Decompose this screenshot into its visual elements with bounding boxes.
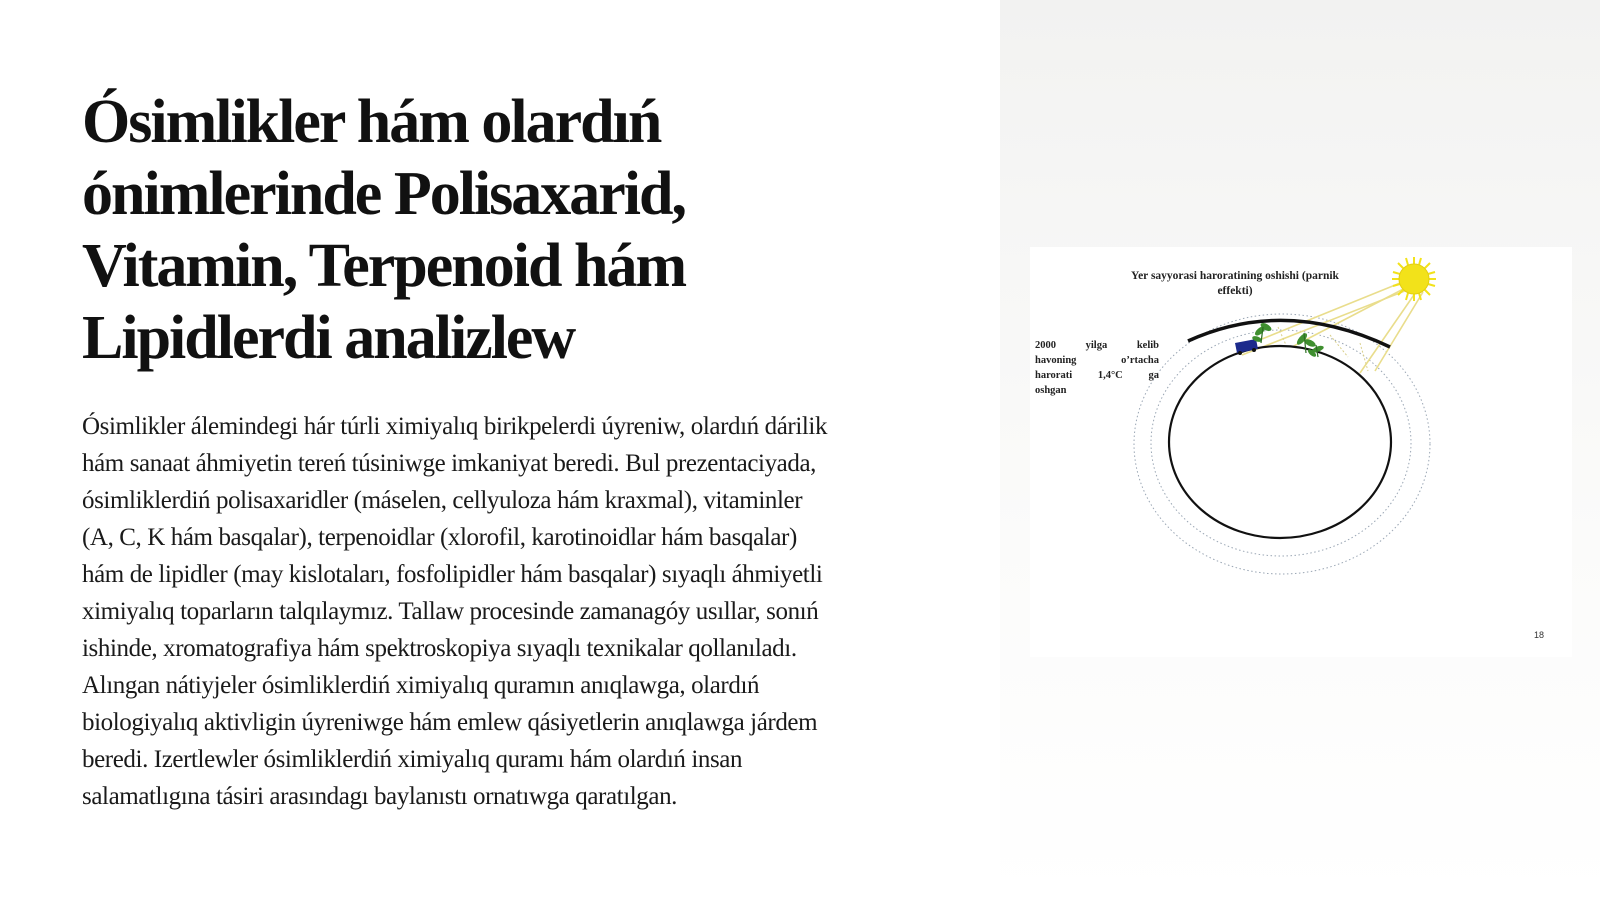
figure-title-line: effekti) [1217, 285, 1253, 297]
figure-note-line: harorati 1,4°C ga [1035, 370, 1159, 381]
body-line: Alıngan nátiyjeler ósimliklerdiń ximiyalıq quramın anıqlawga, olardıń [82, 672, 760, 699]
greenhouse-effect-figure [1030, 247, 1572, 657]
earth-planet [1169, 346, 1391, 538]
body-line: hám sanaat áhmiyetin tereń túsiniwge imkaniyat beredi. Bul prezentaciyada, [82, 450, 817, 477]
title-line: Ósimlikler hám olardıń [82, 88, 661, 156]
body-line: salamatlıgına tásiri arasındagı baylanıstı ornatıwga qaratılgan. [82, 783, 678, 810]
figure-title [1050, 269, 1420, 299]
figure-note-line: havoning o’rtacha [1035, 355, 1159, 366]
greenhouse-layer-arc [1188, 320, 1390, 347]
title-line: Lipidlerdi analizlew [82, 304, 575, 372]
figure-note [1035, 338, 1159, 398]
figure-note-line: 2000 yilga kelib [1035, 340, 1159, 351]
body-line: Ósimlikler álemindegi hár túrli ximiyalıq birikpelerdi úyreniw, olardıń dárilik [82, 413, 828, 440]
body-line: hám de lipidler (may kislotaları, fosfolipidler hám basqalar) sıyaqlı áhmiyetli [82, 561, 823, 588]
plant-icon [1251, 321, 1272, 343]
figure-note-line: oshgan [1035, 385, 1067, 396]
body-line: ósimliklerdiń polisaxaridler (máselen, cellyuloza hám kraxmal), vitaminler [82, 487, 803, 514]
title-line: Vitamin, Terpenoid hám [82, 232, 686, 300]
body-line: (A, C, K hám basqalar), terpenoidlar (xlorofil, karotinoidlar hám basqalar) [82, 524, 797, 551]
greenhouse-diagram [1030, 247, 1572, 657]
body-line: biologiyalıq aktivligin úyreniwge hám emlew qásiyetlerin anıqlawga járdem [82, 709, 818, 736]
atmosphere-ring-inner [1151, 330, 1411, 556]
figure-page-number: 18 [1533, 630, 1544, 640]
body-line: ishinde, xromatografiya hám spektroskopiya sıyaqlı texnikalar qollanıladı. [82, 635, 797, 662]
page-title [82, 86, 902, 374]
figure-title-line: Yer sayyorasi haroratining oshishi (parnik [1131, 270, 1339, 282]
title-line: ónimlerinde Polisaxarid, [82, 160, 685, 228]
body-line: ximiyalıq toparların talqılaymız. Tallaw procesinde zamanagóy usıllar, sonıń [82, 598, 819, 625]
body-line: beredi. Izertlewler ósimliklerdiń ximiyalıq quramı hám olardıń insan [82, 746, 743, 773]
body-paragraph [82, 408, 942, 815]
